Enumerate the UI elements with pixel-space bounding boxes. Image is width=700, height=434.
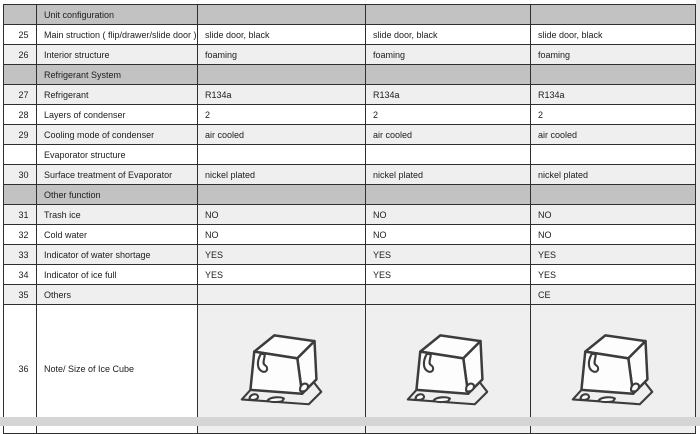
spec-value: NO [198, 225, 366, 245]
section-header: Other function [37, 185, 198, 205]
table-row [4, 285, 696, 305]
spec-value: YES [366, 245, 531, 265]
spec-value: 2 [366, 105, 531, 125]
spec-label: Trash ice [37, 205, 198, 225]
spec-value: slide door, black [531, 25, 696, 45]
table-row [4, 205, 696, 225]
spec-value: NO [366, 225, 531, 245]
spec-value: slide door, black [366, 25, 531, 45]
spec-table [3, 4, 696, 434]
ice-cube-icon [569, 322, 657, 410]
spec-value: YES [198, 265, 366, 285]
row-number-cell [4, 185, 37, 205]
section-cell [198, 65, 366, 85]
section-cell [366, 65, 531, 85]
spec-label: Cold water [37, 225, 198, 245]
spec-label: Note/ Size of Ice Cube [37, 305, 198, 434]
spec-value: foaming [366, 45, 531, 65]
spec-value: R134a [531, 85, 696, 105]
ice-cube-row [4, 305, 696, 434]
row-number: 34 [4, 265, 37, 285]
row-number: 31 [4, 205, 37, 225]
spec-label: Others [37, 285, 198, 305]
section-cell [198, 185, 366, 205]
table-row [4, 45, 696, 65]
spec-value: nickel plated [198, 165, 366, 185]
section-header: Unit configuration [37, 5, 198, 25]
spec-value: 2 [531, 105, 696, 125]
ice-cube-icon [238, 322, 326, 410]
spec-value: air cooled [366, 125, 531, 145]
spec-value: foaming [198, 45, 366, 65]
ice-cube-cell [198, 305, 366, 434]
table-row [4, 265, 696, 285]
spec-value: 2 [198, 105, 366, 125]
spec-label: Indicator of ice full [37, 265, 198, 285]
spec-value: nickel plated [366, 165, 531, 185]
spec-value: YES [531, 265, 696, 285]
spec-label: Indicator of water shortage [37, 245, 198, 265]
spec-value: CE [531, 285, 696, 305]
row-number-cell [4, 145, 37, 165]
section-cell [531, 5, 696, 25]
ice-cube-illustration [531, 305, 695, 433]
row-number: 32 [4, 225, 37, 245]
row-number: 35 [4, 285, 37, 305]
row-number: 36 [4, 305, 37, 434]
spec-value: NO [531, 205, 696, 225]
spec-value: foaming [531, 45, 696, 65]
spec-value: YES [531, 245, 696, 265]
spec-value: YES [198, 245, 366, 265]
ice-cube-cell [531, 305, 696, 434]
page-background-strip [0, 417, 700, 426]
row-number-cell [4, 5, 37, 25]
section-row [4, 65, 696, 85]
spec-value: slide door, black [198, 25, 366, 45]
table-row [4, 225, 696, 245]
table-row [4, 125, 696, 145]
row-number: 28 [4, 105, 37, 125]
row-number: 30 [4, 165, 37, 185]
section-cell [531, 65, 696, 85]
spec-label: Main struction ( flip/drawer/slide door ) [37, 25, 198, 45]
section-cell [366, 145, 531, 165]
table-row [4, 25, 696, 45]
spec-label: Refrigerant [37, 85, 198, 105]
section-header: Refrigerant System [37, 65, 198, 85]
row-number: 25 [4, 25, 37, 45]
section-cell [198, 145, 366, 165]
spec-value [366, 285, 531, 305]
subsection-header: Evaporator structure [37, 145, 198, 165]
section-row [4, 185, 696, 205]
spec-value: YES [366, 265, 531, 285]
page-background-strip [696, 0, 700, 417]
subsection-row [4, 145, 696, 165]
spec-value: R134a [198, 85, 366, 105]
spec-value: NO [531, 225, 696, 245]
spec-label: Cooling mode of condenser [37, 125, 198, 145]
spec-value: R134a [366, 85, 531, 105]
section-cell [198, 5, 366, 25]
spec-label: Layers of condenser [37, 105, 198, 125]
spec-value: air cooled [198, 125, 366, 145]
table-row [4, 245, 696, 265]
ice-cube-cell [366, 305, 531, 434]
spec-value: air cooled [531, 125, 696, 145]
spec-label: Surface treatment of Evaporator [37, 165, 198, 185]
section-cell [366, 5, 531, 25]
table-row [4, 85, 696, 105]
ice-cube-illustration [366, 305, 530, 433]
row-number: 26 [4, 45, 37, 65]
spec-value: NO [366, 205, 531, 225]
spec-value: NO [198, 205, 366, 225]
section-row [4, 5, 696, 25]
row-number: 27 [4, 85, 37, 105]
ice-cube-icon [404, 322, 492, 410]
section-cell [531, 185, 696, 205]
ice-cube-illustration [198, 305, 365, 433]
section-cell [531, 145, 696, 165]
table-row [4, 165, 696, 185]
spec-value [198, 285, 366, 305]
row-number-cell [4, 65, 37, 85]
spec-value: nickel plated [531, 165, 696, 185]
spec-label: Interior structure [37, 45, 198, 65]
row-number: 33 [4, 245, 37, 265]
table-row [4, 105, 696, 125]
row-number: 29 [4, 125, 37, 145]
section-cell [366, 185, 531, 205]
